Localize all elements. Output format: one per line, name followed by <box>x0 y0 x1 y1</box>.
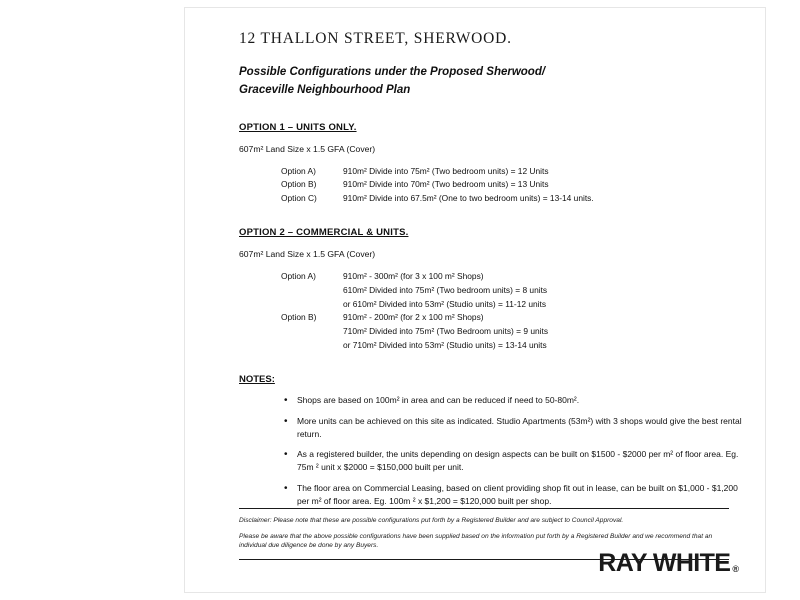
table-row <box>281 311 745 325</box>
option1-row-1-label: Option B) <box>281 179 317 190</box>
option1-row-0-text: 910m² Divide into 75m² (Two bedroom units) = 12 Units <box>343 165 549 176</box>
subtitle <box>239 64 745 100</box>
option2-group-0-line-0: 910m² - 300m² (for 3 x 100 m² Shops) <box>343 271 484 282</box>
ray-white-logo <box>598 549 739 578</box>
option1-row-2-label: Option C) <box>281 192 317 203</box>
option1-row-0-label: Option A) <box>281 165 316 176</box>
option1-row-2-text: 910m² Divide into 67.5m² (One to two bedroom units) = 13-14 units. <box>343 192 594 203</box>
option2-group-1-label: Option B) <box>281 312 317 323</box>
option2-heading: OPTION 2 – COMMERCIAL & UNITS. <box>239 227 409 239</box>
table-row <box>281 178 745 192</box>
table-row <box>281 325 745 339</box>
list-item: • Shops are based on 100m² in area and can be reduced if need to 50-80m². <box>297 394 745 407</box>
table-row <box>281 270 745 284</box>
list-item: • As a registered builder, the units depending on design aspects can be built on $1500 - $2000 per m² of floor area. Eg. 75m ² unit x $2000 = $150,000 built per unit. <box>297 448 745 474</box>
subtitle-line-1: Possible Configurations under the Proposed Sherwood/ <box>239 66 546 78</box>
option1-heading: OPTION 1 – UNITS ONLY. <box>239 121 357 133</box>
option2-group-1-line-1: 710m² Divided into 75m² (Two Bedroom units) = 9 units <box>343 325 549 336</box>
list-item: • The floor area on Commercial Leasing, based on client providing shop fit out in lease, can be built on $1,000 - $1,200 per m² of floor area. Eg. 100m ² x $1,200 = $120,000 built per shop. <box>297 482 745 508</box>
list-item: • More units can be achieved on this site as indicated. Studio Apartments (53m²) with 3 shops would give the best rental return. <box>297 415 745 441</box>
table-row <box>281 165 745 179</box>
disclaimer-line-1: Disclaimer: Please note that these are possible configurations put forth by a Registered Builder and are subject to Council Approval. <box>239 517 624 524</box>
option2-group-0-label: Option A) <box>281 271 316 282</box>
notes-list <box>239 394 745 507</box>
registered-trademark-icon: ® <box>732 564 739 574</box>
option2-group-0-line-2: or 610m² Divided into 53m² (Studio units) = 11-12 units <box>343 298 547 309</box>
spacer <box>239 352 745 374</box>
option2-group-1-line-0: 910m² - 200m² (for 2 x 100 m² Shops) <box>343 312 484 323</box>
table-row <box>281 339 745 353</box>
disclaimer-line-2: Please be aware that the above possible configurations have been supplied based on the information put forth by a Registered Builder and we recommend that an individual due diligence be done by any Buyers. <box>239 532 713 550</box>
option2-group-1-line-2: or 710m² Divided into 53m² (Studio units) = 13-14 units <box>343 339 547 350</box>
page-title: 12 THALLON STREET, SHERWOOD. <box>239 30 512 47</box>
table-row <box>281 284 745 298</box>
option1-rows <box>281 165 745 206</box>
flyer-body <box>239 30 745 515</box>
option2-group-0-line-1: 610m² Divided into 75m² (Two bedroom units) = 8 units <box>343 285 548 296</box>
logo-text: RAY WHITE <box>598 549 731 577</box>
option1-lead: 607m² Land Size x 1.5 GFA (Cover) <box>239 143 376 154</box>
option1-row-1-text: 910m² Divide into 70m² (Two bedroom units) = 13 Units <box>343 179 549 190</box>
table-row <box>281 192 745 206</box>
spacer <box>239 205 745 227</box>
notes-heading: NOTES: <box>239 374 275 386</box>
option2-groups <box>281 270 745 352</box>
option2-lead: 607m² Land Size x 1.5 GFA (Cover) <box>239 249 376 260</box>
subtitle-line-2: Graceville Neighbourhood Plan <box>239 83 411 96</box>
table-row <box>281 298 745 312</box>
flyer-content-layer <box>185 8 765 592</box>
